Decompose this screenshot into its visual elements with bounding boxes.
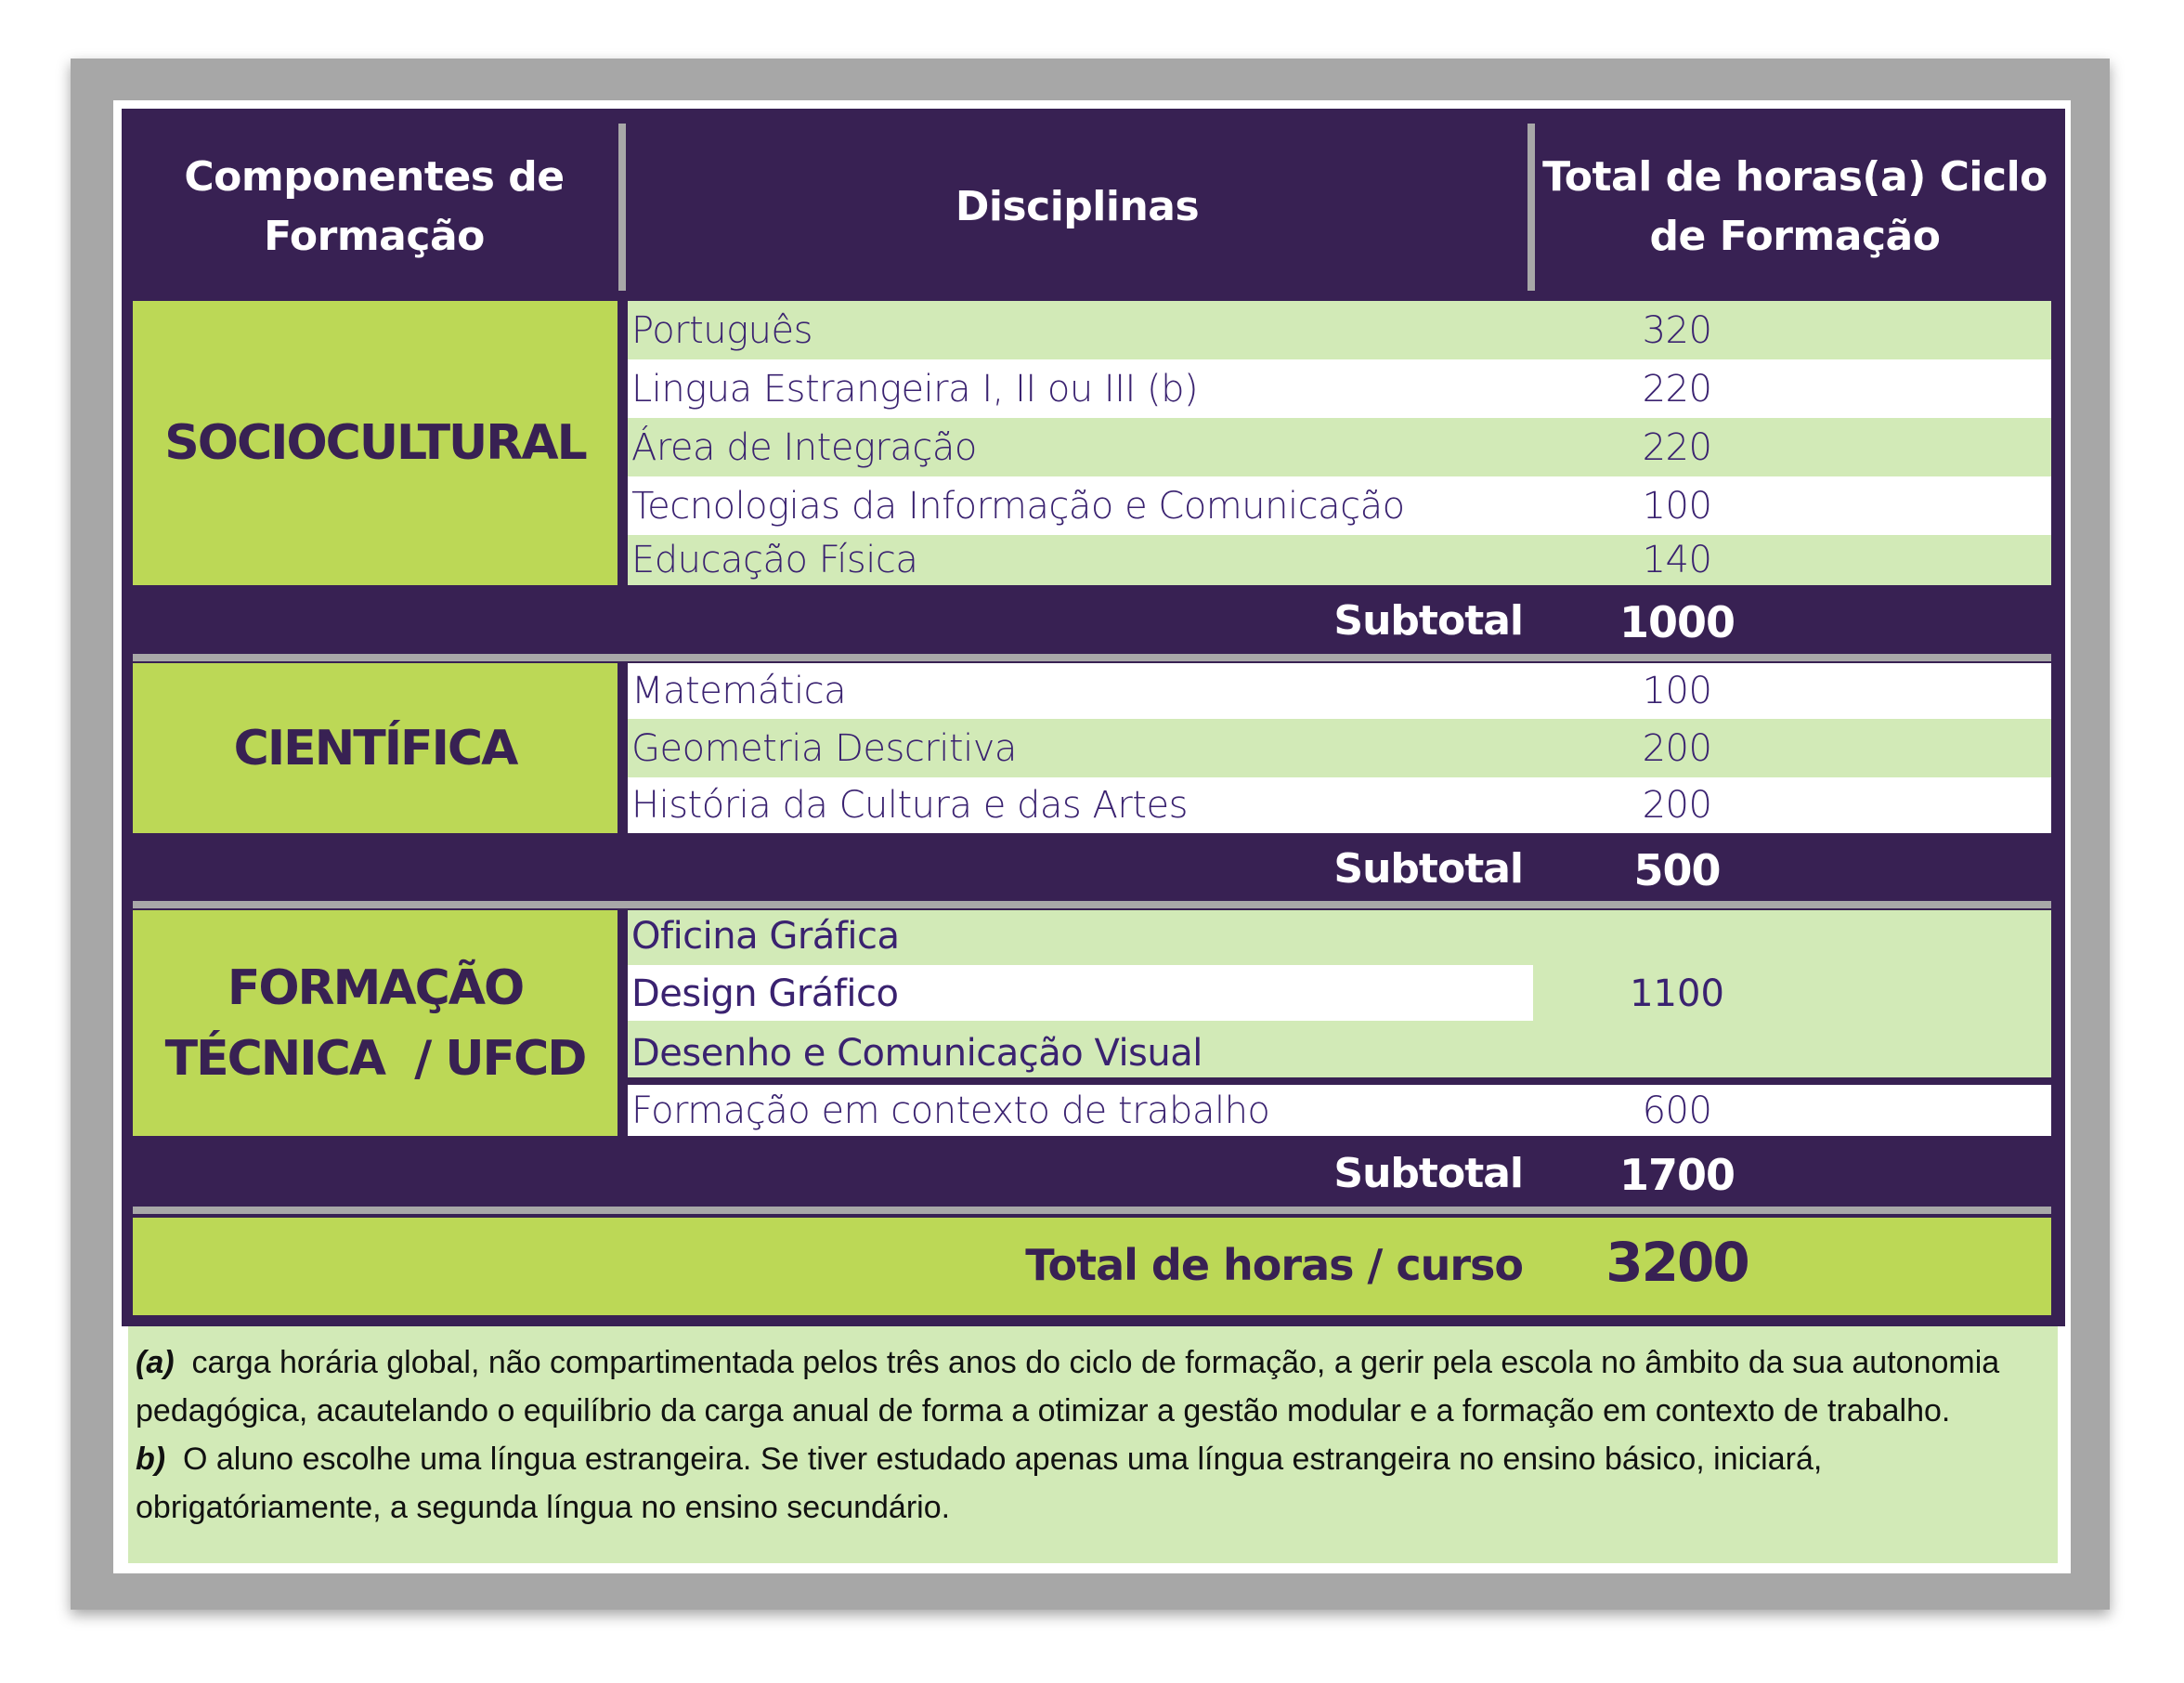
footnote-b-line1 bbox=[136, 1442, 1822, 1478]
section-divider bbox=[133, 901, 2051, 908]
table-row bbox=[628, 777, 2051, 833]
discipline-name: Português bbox=[631, 308, 812, 352]
discipline-name: Formação em contexto de trabalho bbox=[631, 1089, 1270, 1132]
footnote-a-line1 bbox=[136, 1345, 1999, 1381]
component-sociocultural-label: SOCIOCULTURAL bbox=[164, 415, 586, 471]
table-row bbox=[628, 301, 2051, 359]
discipline-name: Tecnologias da Informação e Comunicação bbox=[631, 484, 1405, 528]
subtotal-label: Subtotal bbox=[1333, 845, 1523, 893]
discipline-name: Desenho e Comunicação Visual bbox=[631, 1032, 1202, 1075]
table-row bbox=[628, 1085, 2051, 1136]
discipline-hours: 220 bbox=[1642, 425, 1712, 469]
total-value: 3200 bbox=[1606, 1231, 1748, 1294]
component-tecnica bbox=[133, 910, 618, 1136]
table-row bbox=[628, 476, 2051, 535]
footnote-b-line2: obrigatóriamente, a segunda língua no ensino secundário. bbox=[136, 1490, 951, 1525]
component-sociocultural bbox=[133, 301, 618, 585]
discipline-hours: 220 bbox=[1642, 367, 1712, 411]
section-divider bbox=[133, 654, 2051, 661]
table-row bbox=[628, 535, 2051, 585]
discipline-name: Matemática bbox=[631, 670, 847, 712]
discipline-hours: 320 bbox=[1642, 308, 1712, 352]
discipline-hours: 600 bbox=[1642, 1089, 1712, 1132]
discipline-hours: 100 bbox=[1642, 484, 1712, 528]
footnote-b-text: O aluno escolhe uma língua estrangeira. Se tiver estudado apenas uma língua estrangeira no ensino básico, iniciará, bbox=[183, 1442, 1823, 1477]
discipline-hours: 140 bbox=[1642, 539, 1712, 581]
discipline-name: Oficina Gráfica bbox=[631, 915, 900, 958]
footnote-a-tag: (a) bbox=[136, 1345, 175, 1380]
header-total-hours bbox=[1535, 124, 2055, 291]
component-cientifica-label: CIENTÍFICA bbox=[233, 720, 517, 776]
discipline-hours: 1100 bbox=[1630, 972, 1724, 1015]
subtotal-value: 1700 bbox=[1618, 1150, 1736, 1200]
header-disciplines bbox=[628, 124, 1527, 291]
component-cientifica bbox=[133, 663, 618, 833]
subtotal-label: Subtotal bbox=[1333, 597, 1523, 645]
discipline-hours: 200 bbox=[1642, 784, 1712, 827]
component-tecnica-line1: FORMAÇÃO bbox=[227, 959, 524, 1016]
table-row bbox=[628, 418, 2051, 476]
header-separator bbox=[618, 124, 626, 291]
discipline-name: Área de Integração bbox=[631, 425, 977, 469]
table-row bbox=[628, 663, 2051, 719]
footnote-a-line2: pedagógica, acautelando o equilíbrio da carga anual de forma a otimizar a gestão modular e a formação em contexto de trabalho. bbox=[136, 1393, 1951, 1429]
header-components-line1: Componentes de bbox=[184, 153, 565, 201]
discipline-name: Design Gráfico bbox=[631, 972, 899, 1015]
discipline-hours: 100 bbox=[1642, 670, 1712, 712]
discipline-hours: 200 bbox=[1642, 726, 1712, 770]
discipline-name: Geometria Descritiva bbox=[631, 726, 1017, 770]
header-disciplines-label: Disciplinas bbox=[955, 183, 1200, 230]
component-tecnica-line2: TÉCNICA / UFCD bbox=[164, 1030, 586, 1087]
discipline-name: História da Cultura e das Artes bbox=[631, 784, 1188, 827]
header-separator bbox=[1528, 124, 1535, 291]
subtotal-label: Subtotal bbox=[1333, 1150, 1523, 1197]
header-components bbox=[133, 124, 616, 291]
header-total-line2: de Formação bbox=[1649, 213, 1941, 260]
discipline-name: Lingua Estrangeira I, II ou III (b) bbox=[631, 367, 1199, 411]
subtotal-value: 500 bbox=[1633, 845, 1721, 895]
footnote-b-tag: b) bbox=[136, 1442, 166, 1477]
header-total-line1: Total de horas(a) Ciclo bbox=[1542, 153, 2048, 201]
footnote-a-text: carga horária global, não compartimentada pelos três anos do ciclo de formação, a gerir pela escola no âmbito da sua autonomia bbox=[191, 1345, 2000, 1380]
table-row bbox=[628, 719, 2051, 777]
header-components-line2: Formação bbox=[264, 213, 485, 260]
total-label: Total de horas / curso bbox=[1025, 1240, 1523, 1290]
subtotal-value: 1000 bbox=[1618, 597, 1736, 647]
section-divider bbox=[133, 1207, 2051, 1214]
discipline-name: Educação Física bbox=[631, 539, 918, 581]
table-row bbox=[628, 359, 2051, 418]
